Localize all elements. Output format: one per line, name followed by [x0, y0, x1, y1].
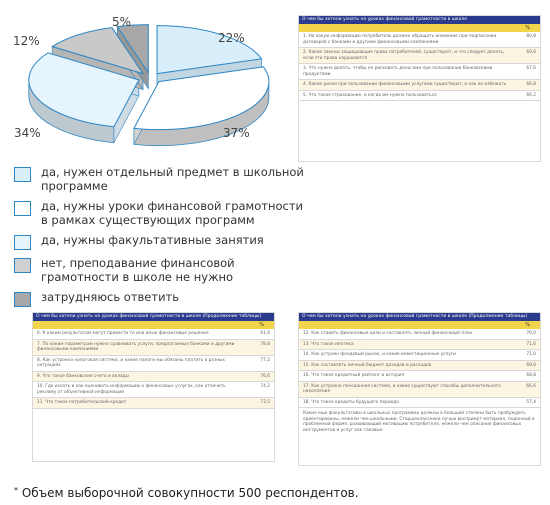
table-row [33, 372, 274, 383]
legend-swatch [14, 292, 31, 307]
row-value: 76,6 [260, 373, 270, 379]
row-value: 68,8 [526, 373, 536, 378]
table-row [299, 91, 540, 102]
pie-chart [0, 0, 300, 160]
legend-label: нет, преподавание финансовой грамотности в школе не нужно [41, 256, 235, 284]
table-row [33, 398, 274, 409]
table-panel-left [32, 312, 275, 462]
table-row [299, 80, 540, 91]
table-row [33, 329, 274, 340]
row-question: 18. Что такое кредиты будущего периода [303, 399, 399, 405]
pie-label-5: 5% [112, 15, 132, 29]
legend-item [14, 165, 304, 193]
row-question: 14. Как устроен фондовый рынок, и какие инвестиционные услуги [303, 352, 456, 357]
table-row [299, 32, 540, 48]
pie-label-12: 12% [13, 34, 40, 48]
row-value: 77,2 [260, 357, 270, 363]
row-value: 76,0 [526, 331, 536, 336]
table-row [33, 340, 274, 356]
table-row [299, 329, 540, 340]
legend-item [14, 256, 304, 284]
legend-label: да, нужны уроки финансовой грамотности в рамках существующих программ [41, 199, 304, 227]
row-value: 71,6 [526, 341, 536, 347]
row-question: 7. По каким параметрам нужно сравнивать услуги, предлагаемые банками и другими финансовыми компаниями [37, 341, 235, 352]
legend [14, 165, 304, 313]
table-row [299, 48, 540, 64]
row-question: 9. Что такое банковские счета и вклады [37, 373, 129, 379]
table-header: О чем бы хотели узнать на уроках финансовой грамотности в школе (Продолжение таблицы) [33, 313, 274, 321]
row-value: 66,8 [526, 82, 536, 87]
row-value: 66,2 [526, 92, 536, 98]
row-question: 15. Как составлять личный бюджет доходов и расходов [303, 362, 432, 368]
legend-swatch [14, 201, 31, 216]
legend-label: да, нужен отдельный предмет в школьной программе [41, 165, 304, 193]
legend-label: да, нужны факультативные занятия [41, 233, 264, 247]
percent-header: % [299, 24, 540, 32]
table-row [33, 382, 274, 398]
table-header: О чем бы хотели узнать на уроках финансовой грамотности в школе [299, 16, 540, 24]
pie-label-22: 22% [218, 31, 245, 45]
table-row [299, 350, 540, 361]
legend-swatch [14, 235, 31, 250]
row-value: 67,6 [526, 66, 536, 71]
row-value: 78,8 [260, 341, 270, 347]
row-question: 5. Что такое страхование, и когда им нужно пользоваться [303, 92, 437, 98]
row-question: 17. Как устроена пенсионная система, и какие существуют способы дополнительного накопления [303, 383, 501, 394]
footnote-mark: * [14, 486, 18, 495]
row-value: 71,0 [526, 352, 536, 357]
row-question: 1. На какую информацию потребитель должен обращать внимание при подписании договоров с банками и другими финансовыми компаниями [303, 34, 497, 45]
row-question: 11. Что такое потребительский кредит [37, 400, 127, 405]
legend-swatch [14, 258, 31, 273]
row-question: 16. Что такое кредитный рейтинг и история [303, 373, 405, 378]
table-row [33, 356, 274, 372]
row-question: 4. Какие риски при пользовании финансовыми услугами существуют, и как их избежать [303, 82, 507, 87]
table-row [299, 361, 540, 372]
row-value: 69,6 [526, 362, 536, 368]
row-value: 69,6 [526, 50, 536, 55]
legend-swatch [14, 167, 31, 182]
row-question: 13. Что такое ипотека [303, 341, 354, 347]
row-question: 2. Какие законы защищающие права потребителей, существуют, и что следует делать, если эти права нарушаются [303, 50, 505, 61]
row-question: 12. Как ставить финансовые цели и составлять личный финансовый план [303, 331, 473, 336]
table-row [299, 371, 540, 382]
table-row [299, 382, 540, 398]
pie-label-37: 37% [223, 126, 250, 140]
row-value: 80,8 [526, 34, 536, 39]
pie-label-34: 34% [14, 126, 41, 140]
row-question: 6. К каким результатам могут привести те или иные финансовые решения [37, 331, 209, 336]
row-question: 10. Где искать и как оценивать информацию о финансовых услугах, как отличить рекламу от объективной информации [37, 384, 226, 395]
table-panel-right [298, 312, 541, 466]
row-question: 8. Как устроена налоговая система, и какие налоги мы обязаны платить в разных ситуациях [37, 357, 225, 368]
percent-header: % [299, 321, 540, 329]
legend-item [14, 199, 304, 227]
percent-header: % [33, 321, 274, 329]
table-row [299, 64, 540, 80]
legend-item [14, 233, 304, 250]
legend-item [14, 290, 304, 307]
table-row [299, 340, 540, 351]
footnote [14, 486, 359, 500]
footnote-text: Объем выборочной совокупности 500 респондентов. [21, 486, 359, 500]
row-question: 3. Что нужно делать, чтобы не рисковать деньгами при пользовании банковскими продуктами [303, 66, 493, 77]
row-value: 74,2 [260, 384, 270, 389]
row-value: 57,4 [526, 399, 536, 405]
table-panel-top [298, 15, 541, 162]
row-value: 66,6 [526, 383, 536, 389]
legend-label: затрудняюсь ответить [41, 290, 180, 304]
row-value: 73,5 [260, 400, 270, 405]
table-note: Какие еще факультативы в школьных программах должны в большей степени быть пробуждать ориентированы, нежели чем школьными. Старшеклассники лучше воспримут материал, поданный в проблемной форме, развивающий мотивацию потребителя, нежели чем описание финансовых инструментов и услуг как таковых. [303, 411, 535, 433]
row-value: 61,6 [260, 331, 270, 336]
table-row [299, 398, 540, 409]
table-header: О чем бы хотели узнать на уроках финансовой грамотности в школе (Продолжение таблицы) [299, 313, 540, 321]
